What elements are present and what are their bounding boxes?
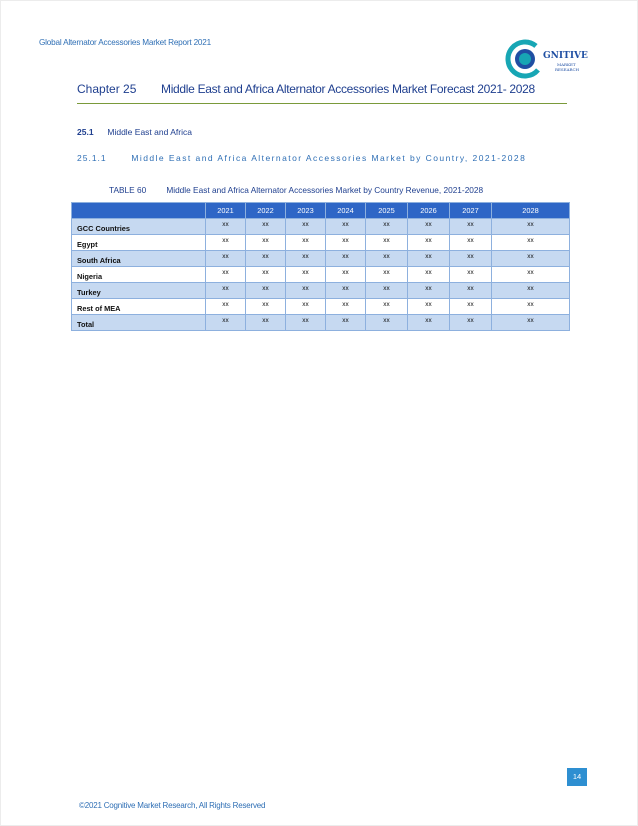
table-cell: xx [492, 315, 570, 331]
table-cell: xx [286, 267, 326, 283]
row-label: Egypt [72, 235, 206, 251]
page-number: 14 [567, 768, 587, 786]
table-caption [109, 185, 483, 195]
table-number: TABLE 60 [109, 185, 147, 195]
table-cell: xx [492, 283, 570, 299]
table-cell: xx [206, 299, 246, 315]
table-cell: xx [246, 267, 286, 283]
table-cell: xx [286, 219, 326, 235]
row-label: South Africa [72, 251, 206, 267]
table-cell: xx [286, 283, 326, 299]
table-cell: xx [492, 299, 570, 315]
table-cell: xx [450, 315, 492, 331]
year-header: 2025 [366, 203, 408, 219]
logo-line3: RESEARCH [555, 67, 580, 72]
chapter-number: Chapter 25 [77, 82, 137, 96]
table-cell: xx [450, 283, 492, 299]
copyright-footer: ©2021 Cognitive Market Research, All Rights Reserved [79, 801, 266, 810]
table-row [72, 299, 570, 315]
table-cell: xx [408, 267, 450, 283]
table-cell: xx [246, 315, 286, 331]
table-cell: xx [326, 283, 366, 299]
row-label: GCC Countries [72, 219, 206, 235]
table-cell: xx [246, 283, 286, 299]
table-cell: xx [366, 251, 408, 267]
table-cell: xx [492, 251, 570, 267]
year-header: 2024 [326, 203, 366, 219]
table-row [72, 315, 570, 331]
table-cell: xx [286, 315, 326, 331]
table-header-row [72, 203, 570, 219]
year-header: 2028 [492, 203, 570, 219]
table-cell: xx [206, 235, 246, 251]
table-cell: xx [408, 235, 450, 251]
table-cell: xx [206, 251, 246, 267]
table-cell: xx [326, 235, 366, 251]
section-title: Middle East and Africa [107, 127, 192, 137]
table-cell: xx [408, 219, 450, 235]
table-cell: xx [206, 283, 246, 299]
table-cell: xx [450, 219, 492, 235]
table-cell: xx [326, 251, 366, 267]
year-header: 2027 [450, 203, 492, 219]
section-number: 25.1 [77, 127, 94, 137]
table-cell: xx [492, 267, 570, 283]
table-cell: xx [206, 267, 246, 283]
table-cell: xx [366, 219, 408, 235]
table-cell: xx [408, 251, 450, 267]
header-corner [72, 203, 206, 219]
table-cell: xx [408, 283, 450, 299]
table-cell: xx [408, 315, 450, 331]
chapter-title: Middle East and Africa Alternator Accessories Market Forecast 2021- 2028 [161, 82, 535, 96]
table-cell: xx [326, 219, 366, 235]
subsection-title: Middle East and Africa Alternator Accessories Market by Country, 2021-2028 [131, 153, 527, 163]
year-header: 2022 [246, 203, 286, 219]
table-cell: xx [286, 235, 326, 251]
table-cell: xx [246, 219, 286, 235]
table-cell: xx [366, 235, 408, 251]
table-cell: xx [492, 219, 570, 235]
table-cell: xx [450, 267, 492, 283]
row-label: Rest of MEA [72, 299, 206, 315]
section-heading-25-1 [77, 127, 192, 137]
table-title: Middle East and Africa Alternator Accessories Market by Country Revenue, 2021-2028 [166, 185, 484, 195]
table-row [72, 219, 570, 235]
revenue-table [71, 202, 570, 331]
table-cell: xx [326, 315, 366, 331]
table-cell: xx [450, 235, 492, 251]
table-cell: xx [326, 299, 366, 315]
row-label: Total [72, 315, 206, 331]
table-cell: xx [408, 299, 450, 315]
table-cell: xx [286, 299, 326, 315]
table-row [72, 267, 570, 283]
table-cell: xx [450, 299, 492, 315]
section-heading-25-1-1 [77, 153, 526, 163]
row-label: Nigeria [72, 267, 206, 283]
year-header: 2023 [286, 203, 326, 219]
year-header: 2021 [206, 203, 246, 219]
year-header: 2026 [408, 203, 450, 219]
table-cell: xx [206, 315, 246, 331]
table-cell: xx [206, 219, 246, 235]
table-row [72, 235, 570, 251]
table-cell: xx [366, 299, 408, 315]
subsection-number: 25.1.1 [77, 153, 107, 163]
running-header: Global Alternator Accessories Market Report 2021 [39, 38, 211, 47]
table-cell: xx [492, 235, 570, 251]
table-row [72, 283, 570, 299]
table-cell: xx [246, 299, 286, 315]
table-cell: xx [366, 315, 408, 331]
logo-word: GNITIVE [543, 51, 588, 61]
cognitive-logo [505, 38, 591, 80]
table-cell: xx [450, 251, 492, 267]
table-cell: xx [246, 251, 286, 267]
table-cell: xx [366, 267, 408, 283]
row-label: Turkey [72, 283, 206, 299]
table-cell: xx [286, 251, 326, 267]
logo-line2: MARKET [557, 62, 576, 67]
chapter-heading [77, 82, 567, 104]
table-cell: xx [246, 235, 286, 251]
table-cell: xx [366, 283, 408, 299]
table-cell: xx [326, 267, 366, 283]
table-row [72, 251, 570, 267]
